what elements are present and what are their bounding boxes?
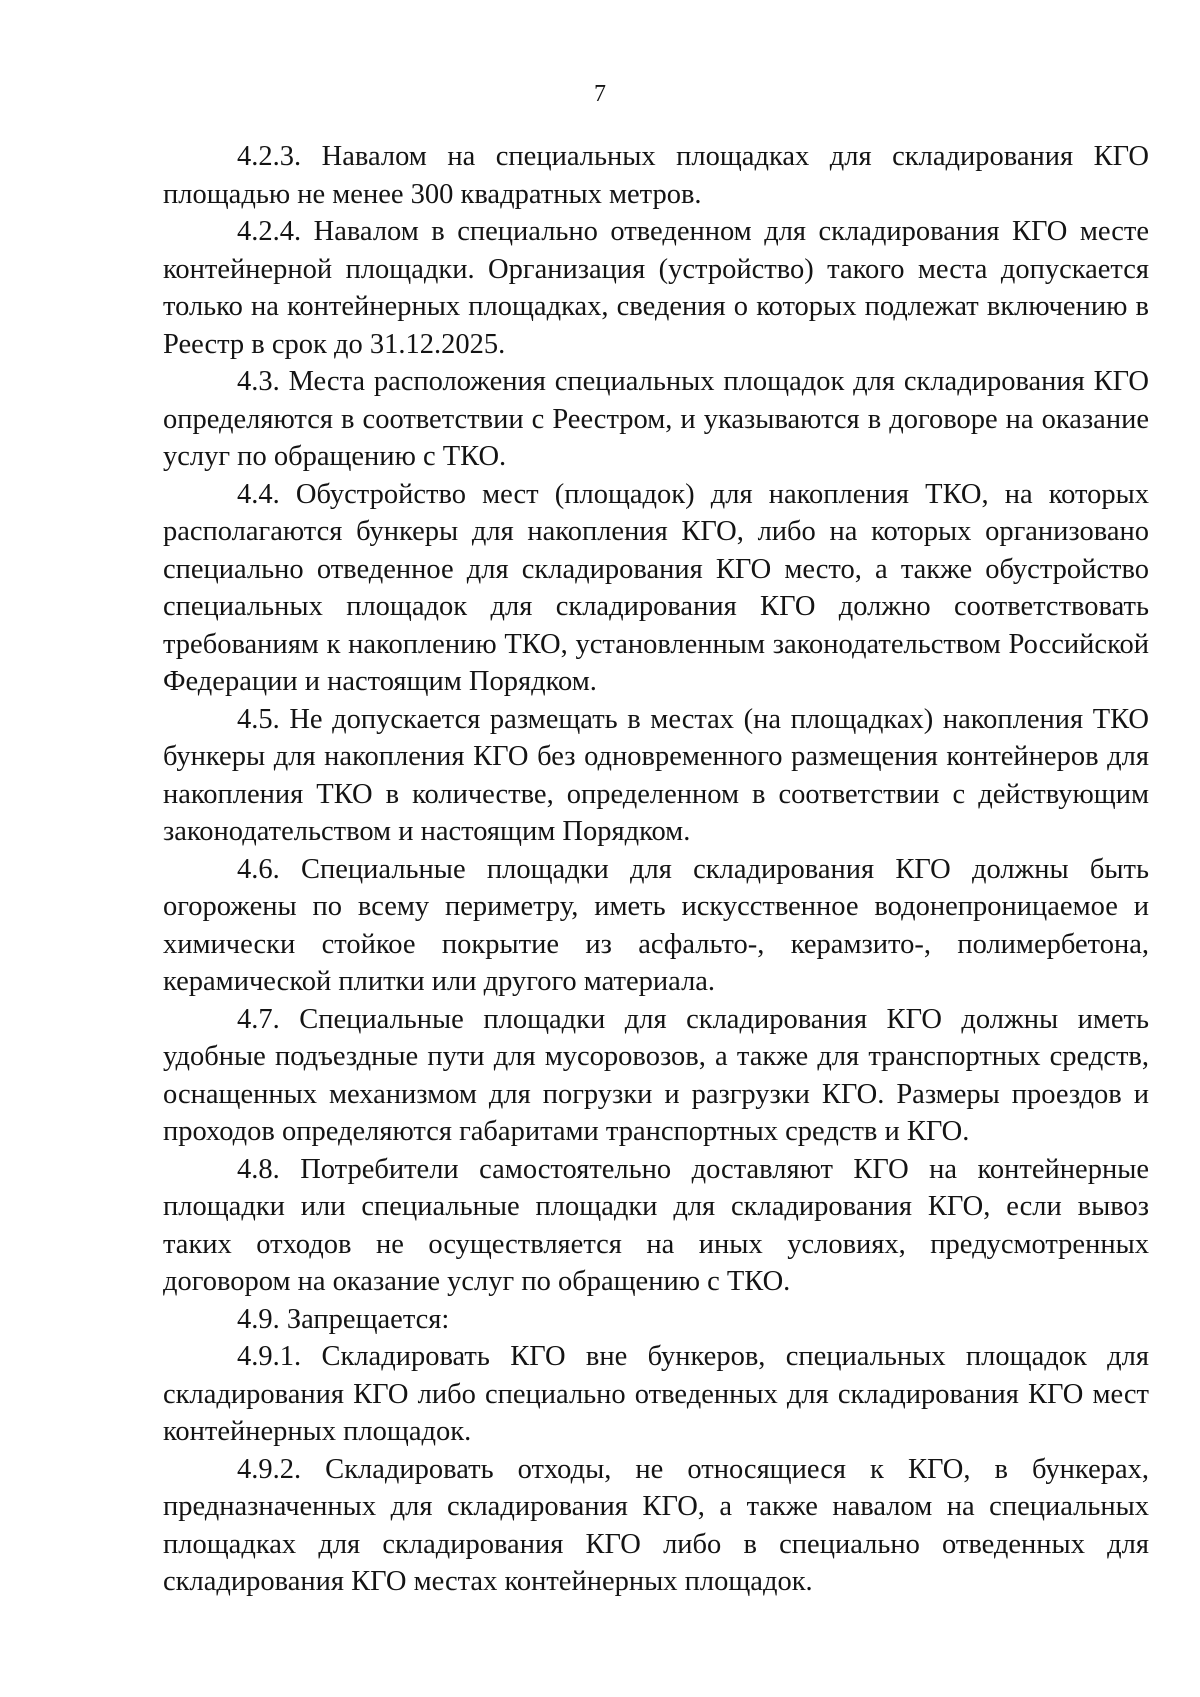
paragraph-4-8: 4.8. Потребители самостоятельно доставляют КГО на контейнерные площадки или специальные площадки для складирования КГО, если вывоз таких отходов не осуществляется на иных условиях, предусмотренных договором на оказание услуг по обращению с ТКО. bbox=[163, 1153, 1149, 1297]
paragraph-4-7: 4.7. Специальные площадки для складирования КГО должны иметь удобные подъездные пути для мусоровозов, а также для транспортных средств, оснащенных механизмом для погрузки и разгрузки КГО. Размеры проездов и проходов определяются габаритами транспортных средств и КГО. bbox=[163, 1003, 1149, 1147]
document-body bbox=[163, 138, 1149, 1601]
paragraph-4-3: 4.3. Места расположения специальных площадок для складирования КГО определяются в соответствии с Реестром, и указываются в договоре на оказание услуг по обращению с ТКО. bbox=[163, 366, 1149, 472]
paragraph-4-9: 4.9. Запрещается: bbox=[237, 1303, 450, 1335]
paragraph-4-2-4: 4.2.4. Навалом в специально отведенном для складирования КГО месте контейнерной площадки. Организация (устройство) такого места допускается только на контейнерных площадках, сведения о которых подлежат включению в Реестр в срок до 31.12.2025. bbox=[163, 216, 1149, 360]
paragraph-4-9-1: 4.9.1. Складировать КГО вне бункеров, специальных площадок для складирования КГО либо специально отведенных для складирования КГО мест контейнерных площадок. bbox=[163, 1341, 1149, 1447]
paragraph-4-4: 4.4. Обустройство мест (площадок) для накопления ТКО, на которых располагаются бункеры для накопления КГО, либо на которых организовано специально отведенное для складирования КГО место, а также обустройство специальных площадок для складирования КГО должно соответствовать требованиям к накоплению ТКО, установленным законодательством Российской Федерации и настоящим Порядком. bbox=[163, 478, 1149, 697]
paragraph-4-5: 4.5. Не допускается размещать в местах (на площадках) накопления ТКО бункеры для накопления КГО без одновременного размещения контейнеров для накопления ТКО в количестве, определенном в соответствии с действующим законодательством и настоящим Порядком. bbox=[163, 703, 1149, 847]
paragraph-4-6: 4.6. Специальные площадки для складирования КГО должны быть огорожены по всему периметру, иметь искусственное водонепроницаемое и химически стойкое покрытие из асфальто-, керамзито-, полимербетона, керамической плитки или другого материала. bbox=[163, 853, 1149, 997]
page-number: 7 bbox=[594, 81, 606, 107]
paragraph-4-2-3: 4.2.3. Навалом на специальных площадках для складирования КГО площадью не менее 300 квадратных метров. bbox=[163, 141, 1149, 210]
paragraph-4-9-2: 4.9.2. Складировать отходы, не относящиеся к КГО, в бункерах, предназначенных для складирования КГО, а также навалом на специальных площадках для складирования КГО либо в специально отведенных для складирования КГО местах контейнерных площадок. bbox=[163, 1453, 1149, 1597]
